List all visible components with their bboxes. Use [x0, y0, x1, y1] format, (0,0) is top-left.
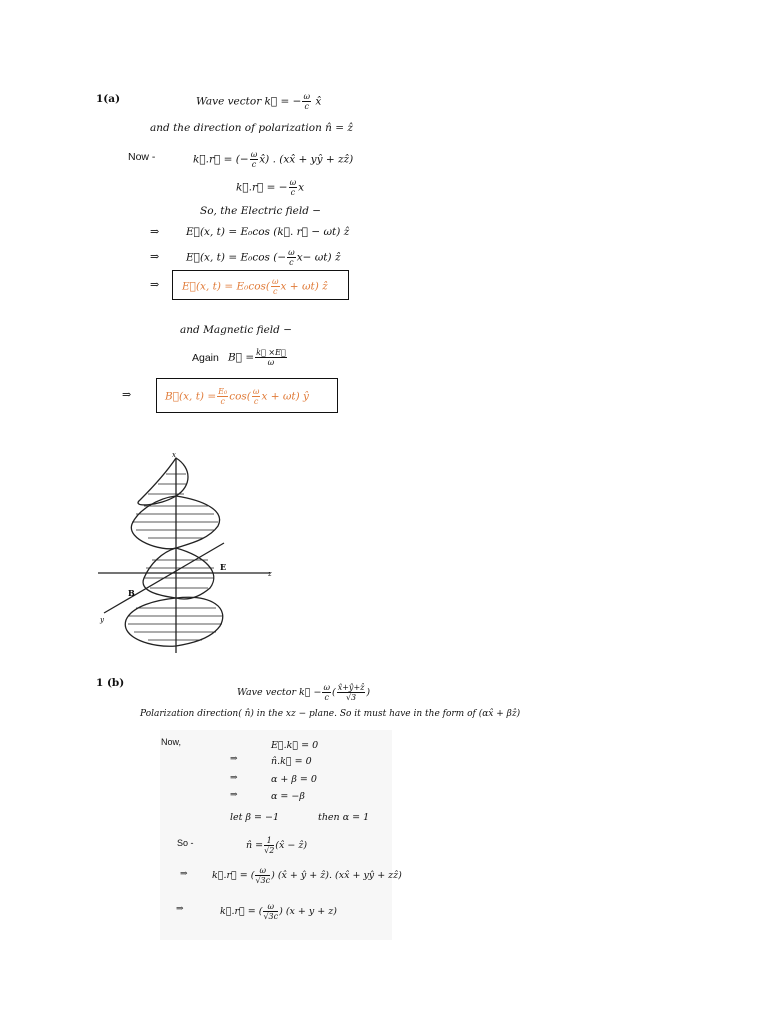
- part-b-label: 1 (b): [96, 677, 125, 689]
- part-b-wave-vector: Wave vector k⃗ − $\frac{\omega}{c}$ ( $\frac{\text{x̂+ŷ+ẑ}}{√3}$ ): [237, 683, 371, 702]
- bbox-part-a: B⃗(x, t) =: [165, 390, 217, 403]
- bkr2-part-b: ) (x + y + z): [279, 906, 337, 917]
- part-b-k-dot-r-1: [212, 866, 402, 885]
- fraction: [302, 92, 311, 111]
- frac-den: c: [304, 102, 309, 111]
- frac-den: ω: [267, 358, 275, 367]
- again-label: Again: [192, 352, 219, 364]
- frac-num: E₀: [218, 387, 228, 396]
- ebox-part-b: x + ωt) ẑ: [280, 280, 328, 293]
- label-e: E: [220, 562, 227, 572]
- bkr2-part-a: k⃗.r⃗ = (: [220, 906, 263, 917]
- kr1-part-a: k⃗.r⃗ = (−: [193, 153, 249, 166]
- kr1-part-b: x̂) . (xx̂ + yŷ + zẑ): [259, 153, 354, 166]
- nhat-lhs: n̂ =: [246, 840, 264, 851]
- label-b: B: [128, 588, 135, 598]
- frac-den: √3: [345, 693, 357, 702]
- em-wave-figure: [92, 448, 282, 658]
- part-a-label: 1(a): [96, 93, 121, 105]
- axis-label-z: z: [268, 570, 272, 578]
- frac-den: c: [220, 397, 225, 406]
- fraction: [255, 866, 270, 885]
- frac-num: ω: [252, 387, 260, 396]
- kr2-part-b: x: [298, 181, 305, 194]
- part-b-eq-3: α + β = 0: [271, 774, 317, 785]
- implies-arrow: ⇒: [176, 904, 184, 914]
- frac-num: x̂+ŷ+ẑ: [337, 683, 365, 692]
- e-field-line-1: E⃗(x, t) = E₀cos (k⃗. r⃗ − ωt) ẑ: [186, 226, 350, 238]
- fraction: [337, 683, 366, 702]
- frac-den: c: [290, 188, 296, 197]
- frac-den: c: [251, 160, 257, 169]
- implies-arrow: ⇒: [122, 388, 132, 401]
- fraction: [250, 150, 259, 169]
- frac-num: ω: [323, 683, 330, 692]
- ebox-part-a: E⃗(x, t) = E₀cos(: [182, 280, 271, 293]
- implies-arrow: ⇒: [230, 773, 238, 783]
- frac-num: ω: [250, 150, 258, 159]
- fraction: [217, 387, 228, 406]
- b-wave-lhs: Wave vector k⃗ −: [237, 687, 322, 698]
- part-b-eq-2: n̂.k⃗ = 0: [271, 756, 312, 767]
- frac-den: √3c: [263, 912, 279, 921]
- frac-den: c: [324, 693, 329, 702]
- magnetic-field-heading: and Magnetic field −: [180, 324, 293, 336]
- frac-num: ω: [303, 92, 311, 101]
- implies-arrow: ⇒: [150, 250, 160, 263]
- part-b-then-line: then α = 1: [318, 812, 370, 823]
- frac-den: c: [253, 397, 259, 406]
- frac-den: √2: [264, 846, 275, 855]
- e-field-line-2: [186, 248, 341, 267]
- electric-field-result: [182, 277, 328, 296]
- part-b-eq-4: α = −β: [271, 791, 305, 802]
- frac-num: ω: [272, 277, 279, 286]
- bkr1-part-a: k⃗.r⃗ = (: [212, 870, 255, 881]
- fraction: [322, 683, 331, 702]
- frac-num: ω: [255, 866, 270, 876]
- magnetic-field-result: [165, 387, 309, 406]
- axis-label-y: y: [100, 616, 104, 624]
- part-b-polarization: Polarization direction( n̂) in the xz − plane. So it must have in the form of (αx̂ + βẑ): [140, 709, 521, 719]
- b-field-definition: [228, 348, 288, 367]
- fraction: [255, 348, 287, 367]
- e2-part-a: E⃗(x, t) = E₀cos (−: [186, 251, 287, 264]
- frac-den: c: [289, 258, 294, 267]
- e-lobe-4: [125, 597, 222, 646]
- k-dot-r-line-1: [193, 150, 353, 169]
- wave-vector-rhs: x̂: [315, 95, 322, 108]
- part-b-k-dot-r-2: [220, 902, 337, 921]
- bdef-lhs: B⃗ =: [228, 351, 255, 364]
- fraction: [264, 836, 274, 855]
- e-lobe-1: [138, 458, 188, 505]
- axis-label-x: x: [172, 451, 176, 459]
- part-b-eq-1: E⃗.k⃗ = 0: [271, 740, 319, 751]
- bbox-part-b: cos(: [229, 390, 251, 403]
- fraction: [263, 902, 278, 921]
- fraction: [271, 277, 280, 296]
- fraction: [252, 387, 261, 406]
- electric-field-heading: So, the Electric field −: [200, 205, 322, 217]
- frac-num: ω: [289, 178, 297, 187]
- hatching: [128, 474, 222, 640]
- kr2-part-a: k⃗.r⃗ = −: [236, 181, 288, 194]
- wave-vector-lhs: Wave vector k⃗ = −: [196, 95, 302, 108]
- now-label: Now -: [128, 151, 156, 163]
- implies-arrow: ⇒: [230, 754, 238, 764]
- part-b-n-hat: [246, 836, 307, 855]
- fraction: [289, 178, 298, 197]
- wave-vector-equation: [196, 92, 321, 111]
- frac-num: ω: [288, 248, 295, 257]
- k-dot-r-line-2: [236, 178, 304, 197]
- fraction: [287, 248, 296, 267]
- part-b-so-label: So -: [177, 838, 194, 848]
- e2-part-b: x− ωt) ẑ: [296, 251, 341, 264]
- implies-arrow: ⇒: [180, 869, 188, 879]
- nhat-rhs: (x̂ − ẑ): [275, 840, 308, 851]
- part-b-let-line: let β = −1: [230, 812, 279, 823]
- frac-num: 1: [264, 836, 274, 846]
- bbox-part-c: x + ωt) ŷ: [261, 390, 309, 403]
- bkr1-part-b: ) (x̂ + ŷ + ẑ). (xx̂ + yŷ + zẑ): [271, 870, 402, 881]
- implies-arrow: ⇒: [150, 225, 160, 238]
- implies-arrow: ⇒: [150, 278, 160, 291]
- frac-num: k⃗ ×E⃗: [256, 348, 286, 357]
- part-b-now-label: Now,: [161, 737, 182, 747]
- polarization-statement: and the direction of polarization n̂ = ẑ: [150, 122, 353, 134]
- frac-den: √3c: [255, 876, 271, 885]
- frac-num: ω: [263, 902, 278, 912]
- frac-den: c: [273, 287, 278, 296]
- implies-arrow: ⇒: [230, 790, 238, 800]
